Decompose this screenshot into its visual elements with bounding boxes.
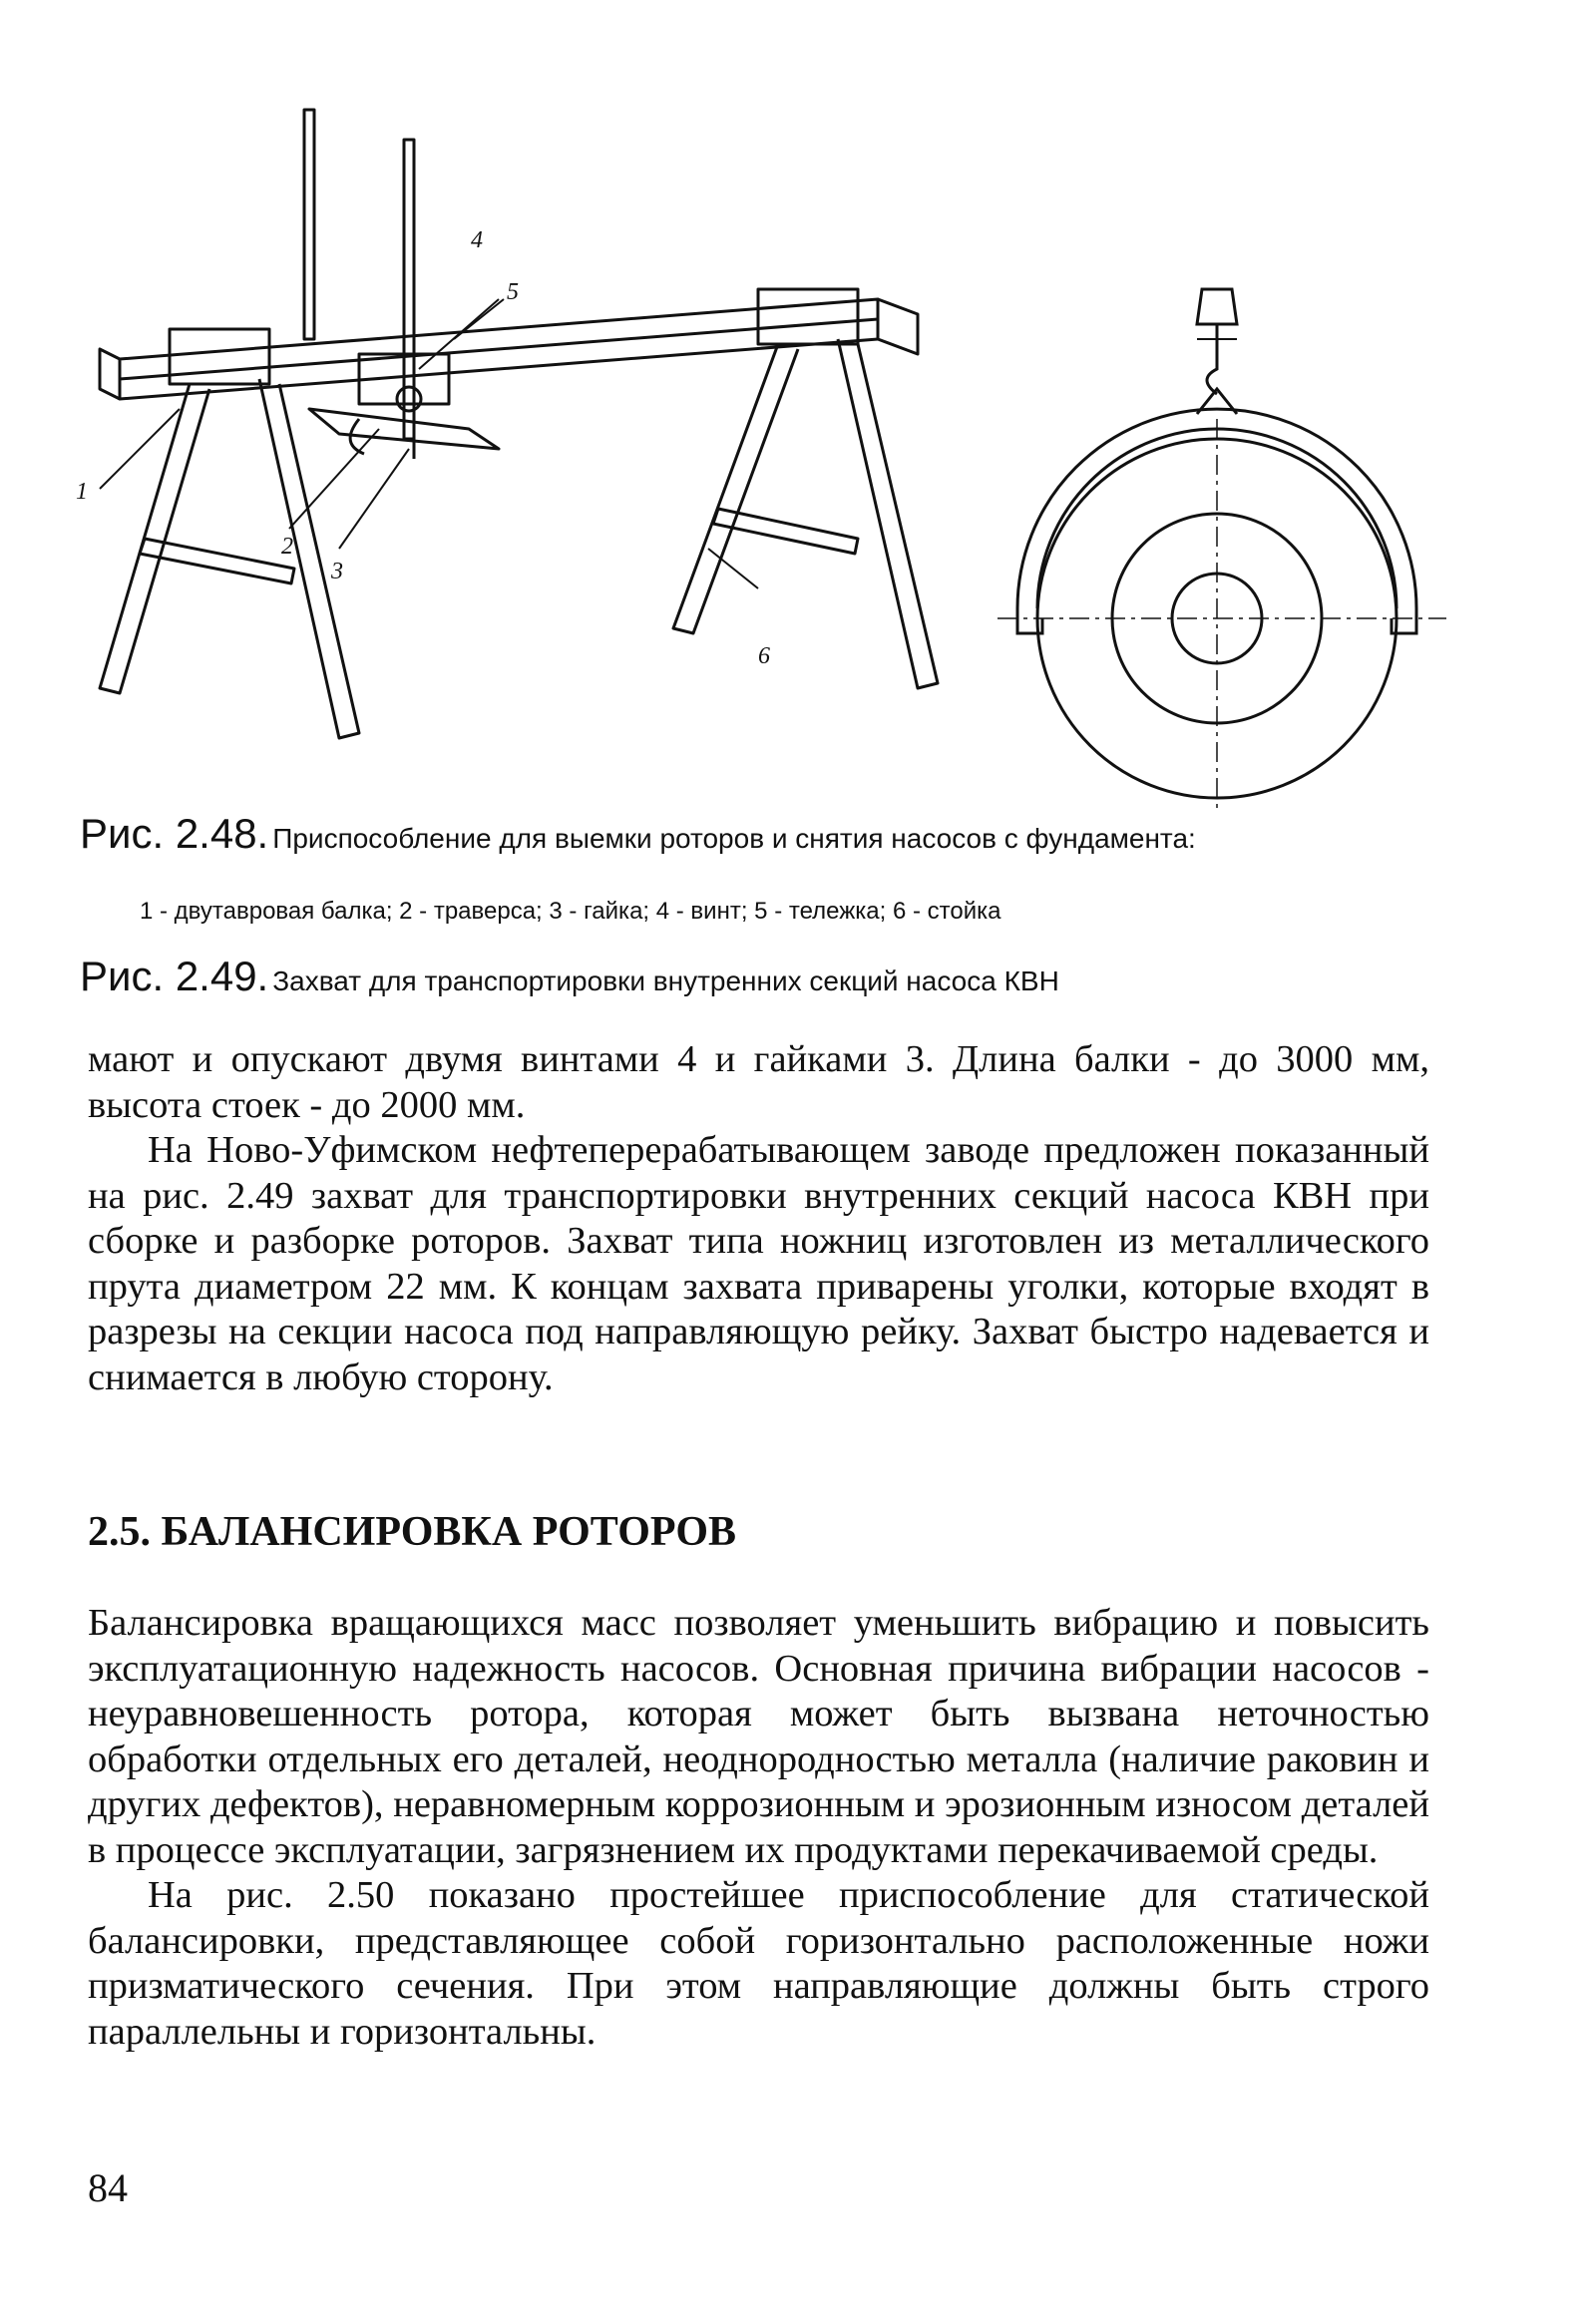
fig248-legend-text: 1 - двутавровая балка; 2 - траверса; 3 - гайка; 4 - винт; 5 - тележка; 6 - стойка bbox=[140, 898, 1001, 925]
paragraph-kvn-grab: На Ново-Уфимском нефтеперерабатывающем заводе предложен показанный на рис. 2.49 захват для транспортировки внутренних секций насоса КВН при сборке и разборке роторов. Захват типа ножниц изготовлен из металлического прута диаметром 22 мм. К концам захвата приварены уголки, которые входят в разрезы на секции насоса под направляющую рейку. Захват быстро надевается и снимается в любую сторону. bbox=[88, 1129, 1429, 1398]
figure-2-48-caption bbox=[80, 810, 1456, 858]
fig249-caption-prefix: Рис. 2.49. bbox=[80, 953, 269, 999]
fig248-label-3: 3 bbox=[331, 559, 343, 584]
fig248-caption-text: Приспособление для выемки роторов и снятия насосов с фундамента: bbox=[272, 823, 1196, 854]
paragraph-static-balancing: На рис. 2.50 показано простейшее приспособление для статической балансировки, представляющее собой горизонтально расположенные ножи призматического сечения. При этом направляющие должны быть строго параллельны и горизонтальны. bbox=[88, 1874, 1429, 2053]
fig248-label-6: 6 bbox=[758, 643, 770, 669]
fig248-caption-prefix: Рис. 2.48. bbox=[80, 810, 269, 857]
fig248-label-1: 1 bbox=[76, 479, 88, 505]
fig249-caption-text: Захват для транспортировки внутренних секций насоса КВН bbox=[272, 965, 1059, 996]
text-block-bottom bbox=[88, 1601, 1429, 2055]
fig248-label-5: 5 bbox=[507, 279, 519, 305]
fig248-label-4: 4 bbox=[471, 227, 483, 253]
figure-2-48-legend bbox=[140, 898, 1516, 926]
figure-2-49-caption bbox=[80, 953, 1456, 1000]
paragraph-balancing: Балансировка вращающихся масс позволяет уменьшить вибрацию и повысить эксплуатационную надежность насосов. Основная причина вибрации насосов - неуравновешенность ротора, которая может быть вызвана неточностью обработки отдельных его деталей, неоднородностью металла (наличие раковин и других дефектов), неравномерным коррозионным и эрозионным износом деталей в процессе эксплуатации, загрязнением их продуктами перекачиваемой среды. bbox=[88, 1602, 1429, 1871]
text-block-top bbox=[88, 1037, 1429, 1400]
section-heading: 2.5. БАЛАНСИРОВКА РОТОРОВ bbox=[88, 1509, 737, 1555]
fig248-label-2: 2 bbox=[281, 534, 293, 560]
figure-2-48-drawing bbox=[60, 100, 978, 818]
page-number: 84 bbox=[88, 2165, 128, 2210]
paragraph-continuation: мают и опускают двумя винтами 4 и гайками 3. Длина балки - до 3000 мм, высота стоек - до 2000 мм. bbox=[88, 1038, 1429, 1126]
figure-2-49-drawing bbox=[988, 279, 1456, 818]
